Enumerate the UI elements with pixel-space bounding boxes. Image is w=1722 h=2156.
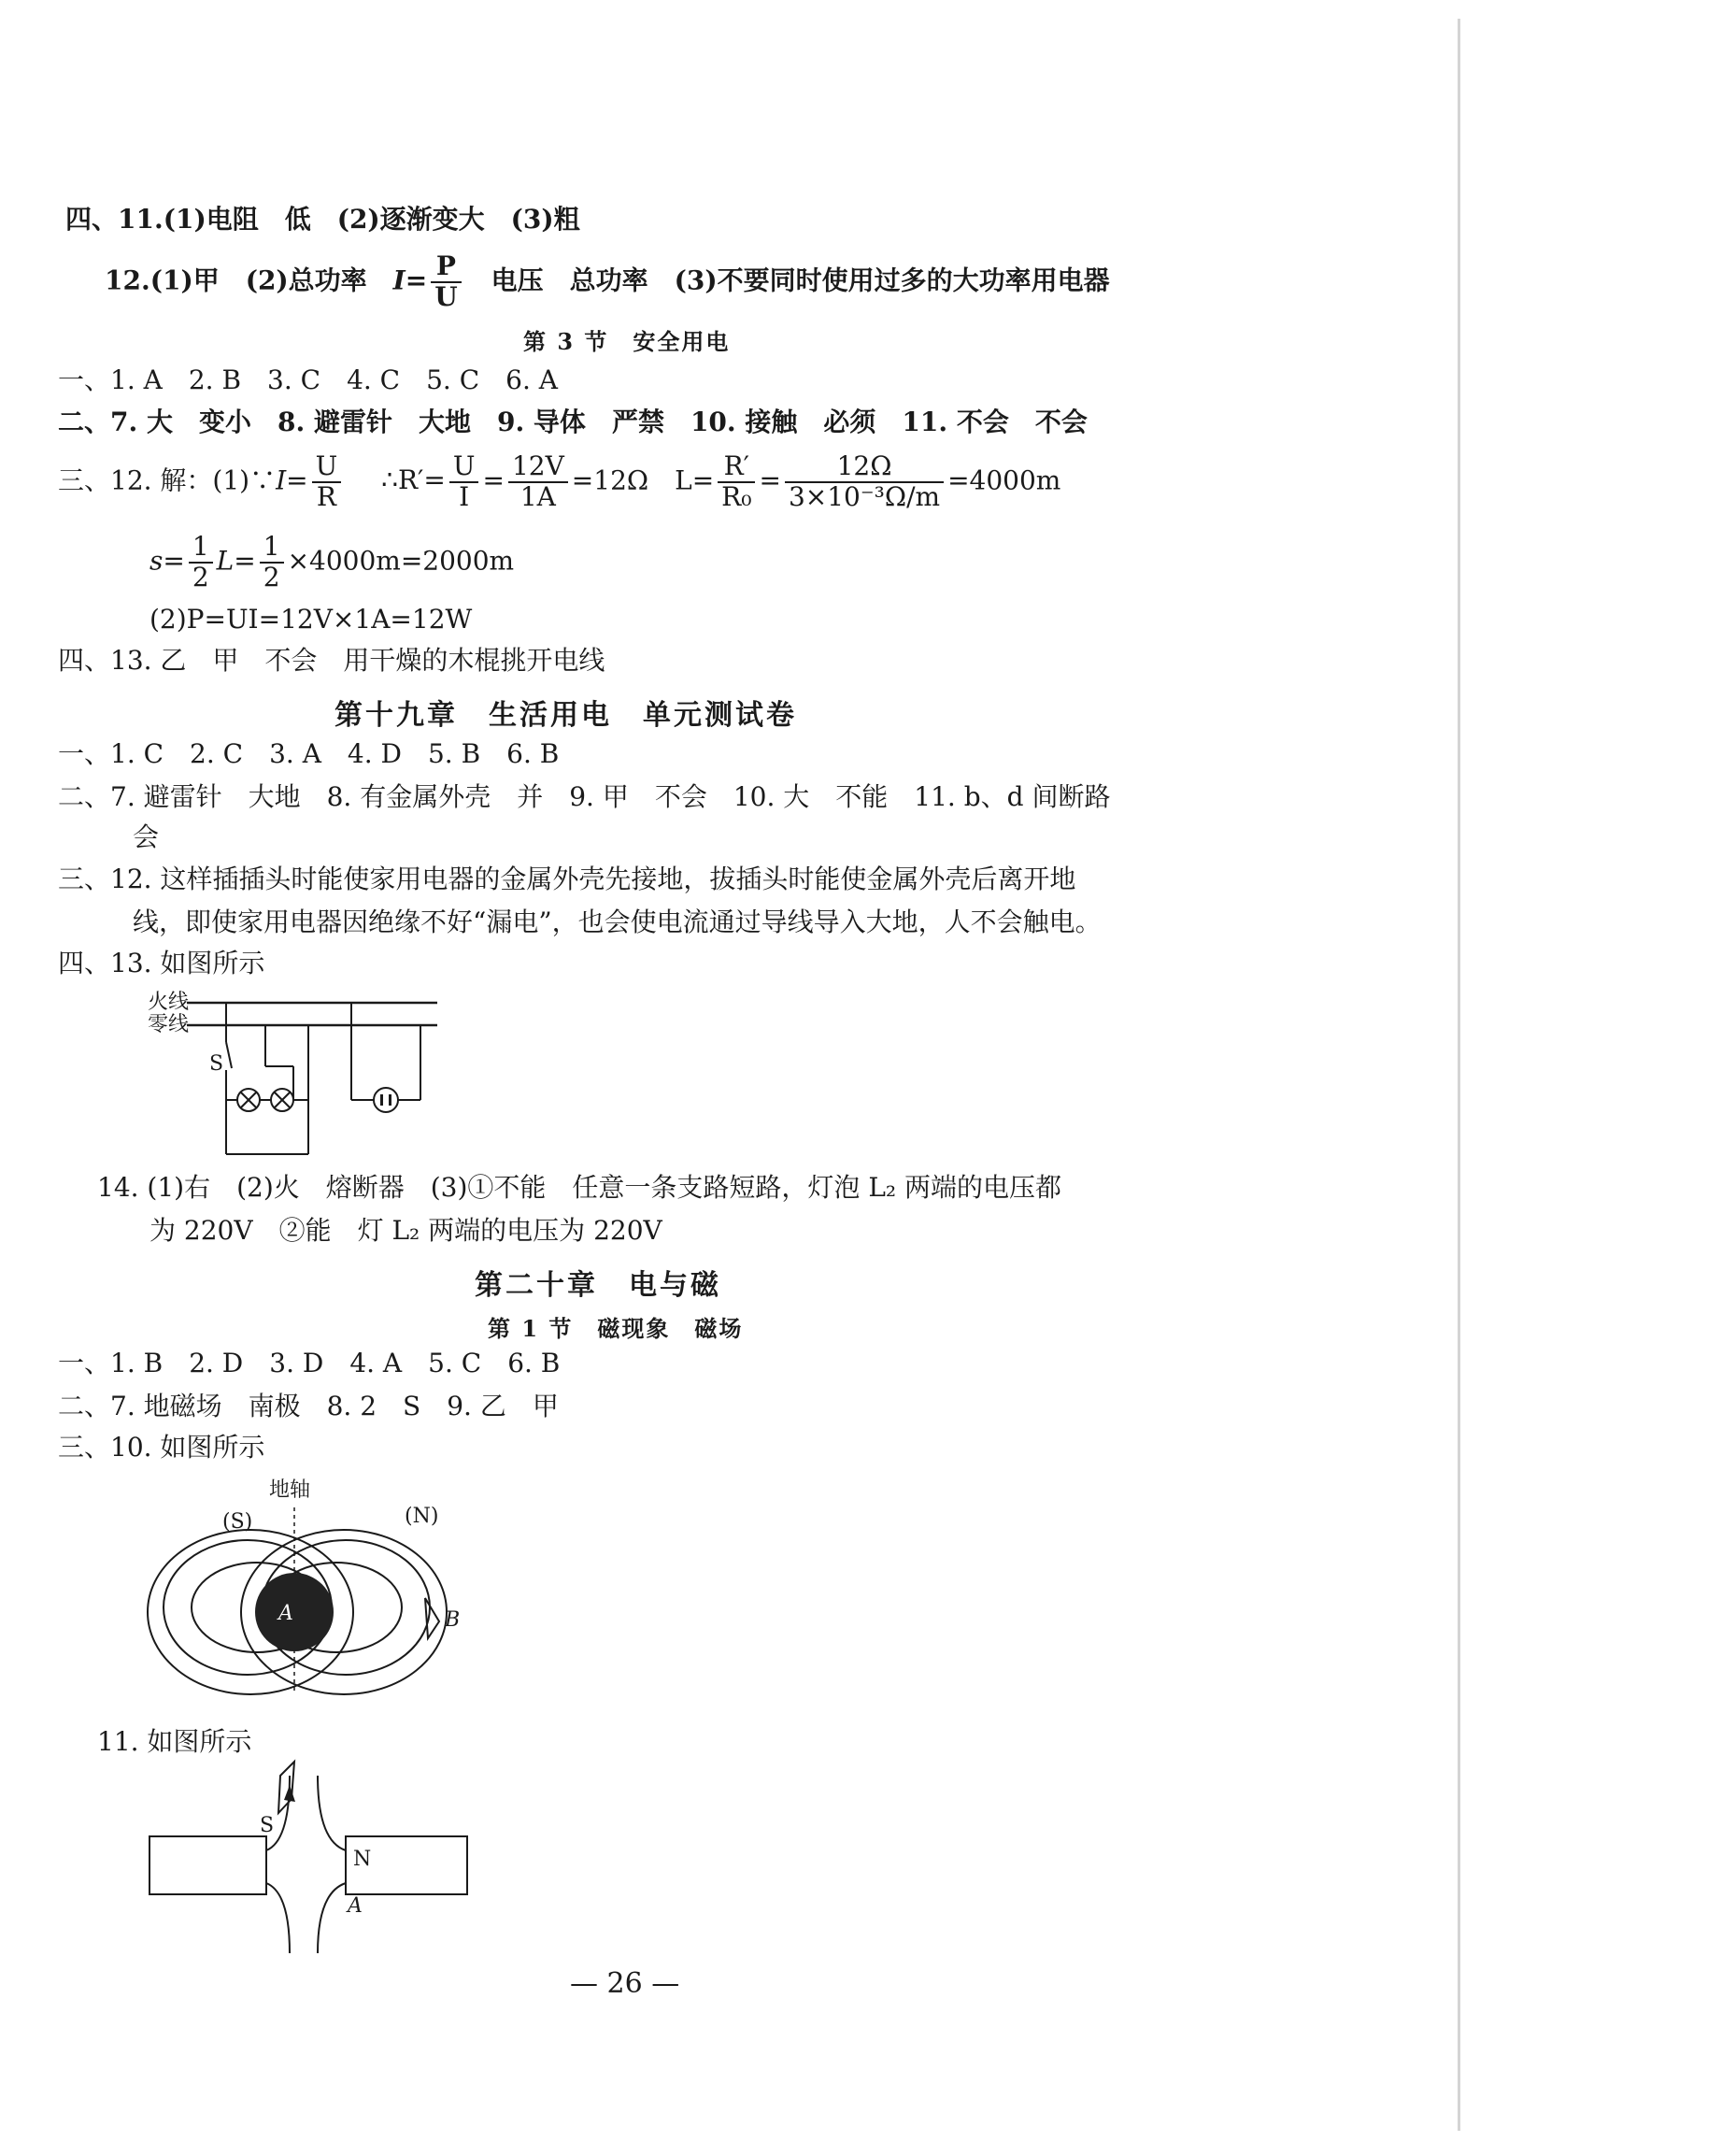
- earth-icon: [255, 1573, 334, 1651]
- page-fold-shadow: [1458, 19, 1460, 2131]
- answer-12-text: 12.(1)甲 (2)总功率: [105, 264, 393, 296]
- earth-magnetic-field-diagram: [140, 1472, 477, 1696]
- chapter-title: 第二十章 电与磁: [475, 1269, 721, 1302]
- sec3-calc-line-2: s= $\frac{1}{2}$ L= $\frac{1}{2}$ ×4000m=2000m: [149, 531, 515, 593]
- left-magnet: [149, 1836, 266, 1894]
- geographic-north-label: (N): [405, 1505, 439, 1528]
- chapter-title: 第十九章 生活用电 单元测试卷: [334, 699, 797, 732]
- sec3-calc-line-1: 三、12. 解：(1)∵I= $\frac{U}{R}$ ∴R′= $\frac{U}{I}$ = $\frac{12V}{1A}$ =12Ω L= $\frac{R'}{\text{R₀}}$ = $\frac{12\Omega}{\text{3×10⁻³Ω/m}}$ =4000m: [58, 450, 1061, 512]
- switch-s: [226, 1042, 232, 1068]
- live-wire-label: 火线: [148, 991, 190, 1014]
- point-a-label: A: [278, 1602, 293, 1625]
- fraction: $\frac{12\Omega}{\text{3×10⁻³Ω/m}}$: [785, 452, 944, 512]
- ch19-fill-answers-cont: 会: [133, 821, 160, 852]
- ch20-choice-answers: 一、1. B 2. D 3. D 4. A 5. C 6. B: [58, 1348, 561, 1378]
- sec3-answer-13: 四、13. 乙 甲 不会 用干燥的木棍挑开电线: [58, 645, 605, 676]
- ch19-figure-caption-13: 四、13. 如图所示: [58, 948, 265, 978]
- ch20-figure-caption-10: 三、10. 如图所示: [58, 1432, 265, 1463]
- ch19-answer-14-cont: 为 220V ②能 灯 L₂ 两端的电压为 220V: [149, 1215, 662, 1246]
- household-circuit-diagram: [140, 986, 448, 1168]
- fraction: $\frac{12V}{1A}$: [508, 452, 568, 512]
- ch20-fill-answers: 二、7. 地磁场 南极 8. 2 S 9. 乙 甲: [58, 1391, 559, 1421]
- ch19-short-answer-cont: 线，即使家用电器因绝缘不好“漏电”，也会使电流通过导线导入大地，人不会触电。: [133, 907, 1102, 937]
- sec3-calc-line-3: (2)P=UI=12V×1A=12W: [149, 604, 473, 635]
- sec3-choice-answers: 一、1. A 2. B 3. C 4. C 5. C 6. A: [58, 364, 558, 395]
- ch19-fill-answers: 二、7. 避雷针 大地 8. 有金属外壳 并 9. 甲 不会 10. 大 不能 11. b、d 间断路: [58, 781, 1111, 812]
- fraction: $\frac{U}{R}$: [312, 452, 342, 512]
- right-magnet-pole-label: N: [353, 1848, 372, 1871]
- answer-line-12: [105, 252, 1110, 312]
- earth-axis-label: 地轴: [269, 1478, 311, 1502]
- page-number: — 26 —: [570, 1967, 680, 2000]
- ch19-answer-14: 14. (1)右 (2)火 熔断器 (3)①不能 任意一条支路短路，灯泡 L₂ 两端的电压都: [97, 1172, 1062, 1203]
- fraction: $\frac{U}{I}$: [449, 452, 479, 512]
- fraction: $\frac{1}{2}$: [189, 533, 213, 593]
- left-magnet-pole-label: S: [260, 1814, 275, 1837]
- fraction-p-over-u: $\frac{P}{U}$: [431, 252, 461, 312]
- ch19-choice-answers: 一、1. C 2. C 3. A 4. D 5. B 6. B: [58, 738, 560, 769]
- ch20-figure-caption-11: 11. 如图所示: [97, 1726, 252, 1757]
- section-title: 第 1 节 磁现象 磁场: [488, 1315, 744, 1342]
- fraction: $\frac{R'}{\text{R₀}}$: [718, 452, 755, 512]
- answer-line-11: 四、11.(1)电阻 低 (2)逐渐变大 (3)粗: [65, 204, 580, 235]
- neutral-wire-label: 零线: [148, 1013, 190, 1036]
- switch-label: S: [209, 1052, 224, 1076]
- point-b-label: B: [445, 1608, 461, 1632]
- point-a-label: A: [348, 1894, 363, 1918]
- formula-lhs: I=: [392, 264, 428, 296]
- fraction: $\frac{1}{2}$: [260, 533, 284, 593]
- sec3-fill-answers: 二、7. 大 变小 8. 避雷针 大地 9. 导体 严禁 10. 接触 必须 11. 不会 不会: [58, 407, 1088, 437]
- compass-needle-icon: [425, 1598, 439, 1638]
- socket-icon: [374, 1088, 398, 1112]
- compass-needle-icon: [278, 1762, 294, 1813]
- answer-12-rest: 电压 总功率 (3)不要同时使用过多的大功率用电器: [464, 264, 1110, 296]
- two-magnets-field-diagram: [140, 1757, 477, 1963]
- ch19-short-answer: 三、12. 这样插插头时能使家用电器的金属外壳先接地，拔插头时能使金属外壳后离开地: [58, 864, 1076, 894]
- geographic-south-label: (S): [222, 1510, 253, 1534]
- section-title: 第 3 节 安全用电: [523, 328, 731, 355]
